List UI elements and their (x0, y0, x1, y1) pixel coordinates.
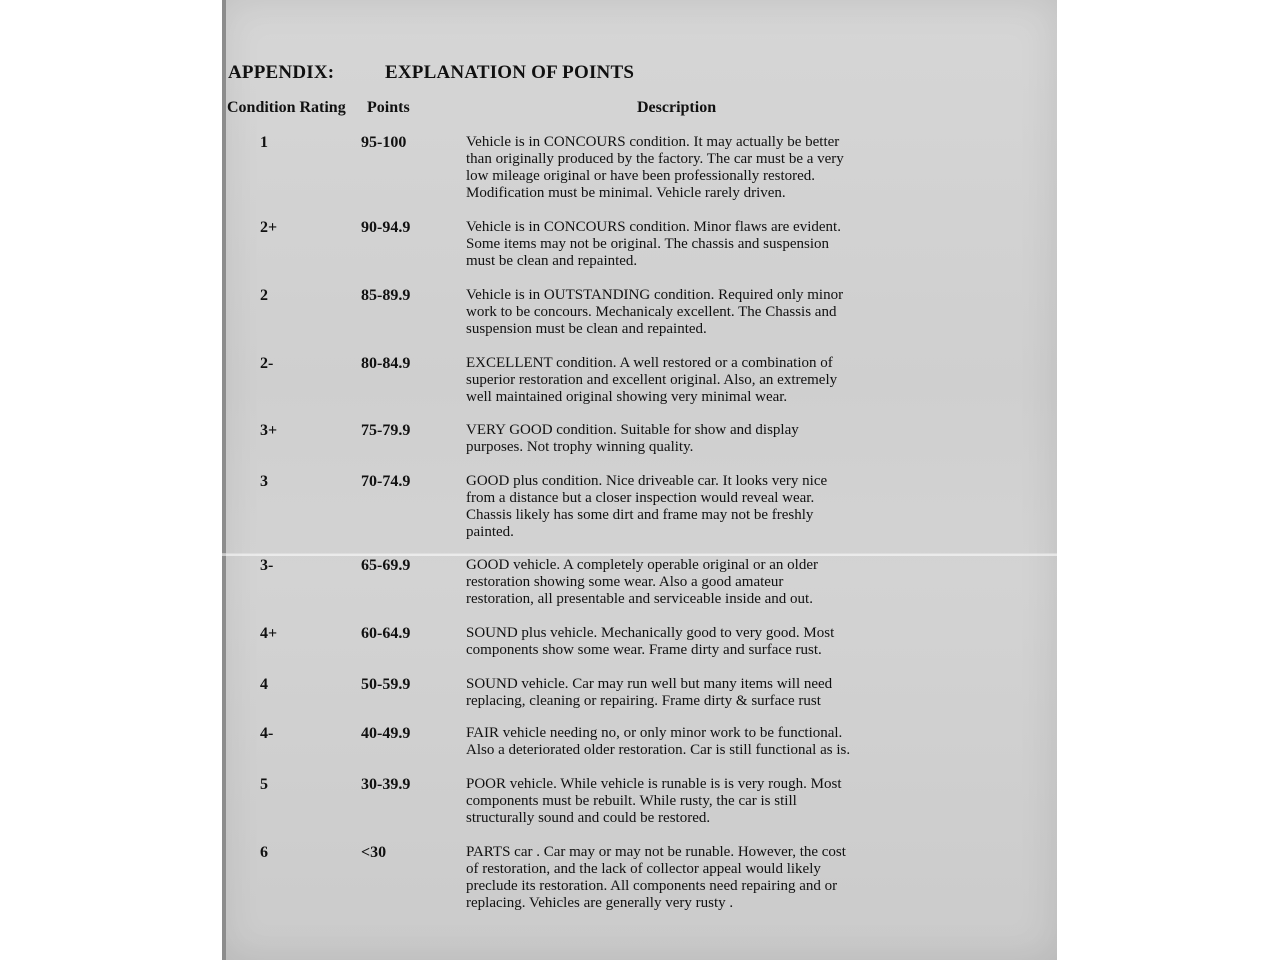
row-description: VERY GOOD condition. Suitable for show and display purposes. Not trophy winning quality. (466, 422, 799, 455)
condition-rating: 4 (260, 676, 268, 693)
points-range: 90-94.9 (361, 219, 411, 236)
points-range: <30 (361, 844, 387, 861)
points-range: 65-69.9 (361, 557, 411, 574)
header-condition-rating: Condition Rating (227, 99, 346, 116)
row-description: Vehicle is in OUTSTANDING condition. Required only minor work to be concours. Mechanicaly excellent. The Chassis and suspension must be clean and repainted. (466, 287, 844, 337)
condition-rating: 3+ (260, 422, 278, 439)
condition-rating: 4- (260, 725, 274, 742)
scanned-page (222, 0, 1057, 960)
appendix-label: APPENDIX: (228, 62, 335, 83)
row-description: FAIR vehicle needing no, or only minor work to be functional. Also a deteriorated older restoration. Car is still functional as is. (466, 725, 851, 758)
condition-rating: 4+ (260, 625, 278, 642)
points-range: 75-79.9 (361, 422, 411, 439)
points-range: 85-89.9 (361, 287, 411, 304)
condition-rating: 1 (260, 134, 268, 151)
row-description: SOUND plus vehicle. Mechanically good to very good. Most components show some wear. Frame dirty and surface rust. (466, 625, 835, 658)
points-range: 70-74.9 (361, 473, 411, 490)
condition-rating: 2 (260, 287, 268, 304)
points-range: 95-100 (361, 134, 407, 151)
page-edge (222, 0, 226, 960)
page-title: EXPLANATION OF POINTS (385, 62, 635, 83)
row-description: GOOD vehicle. A completely operable original or an older restoration showing some wear. Also a good amateur restoration, all presentable and serviceable inside and out. (466, 557, 818, 607)
points-range: 30-39.9 (361, 776, 411, 793)
header-description: Description (637, 99, 717, 116)
condition-rating: 2- (260, 355, 274, 372)
condition-rating: 3- (260, 557, 274, 574)
points-range: 50-59.9 (361, 676, 411, 693)
row-description: POOR vehicle. While vehicle is runable is is very rough. Most components must be rebuilt. While rusty, the car is still structurally sound and could be restored. (466, 776, 842, 826)
row-description: Vehicle is in CONCOURS condition. Minor flaws are evident. Some items may not be original. The chassis and suspension must be clean and repainted. (466, 219, 841, 269)
row-description: GOOD plus condition. Nice driveable car. It looks very nice from a distance but a closer inspection would reveal wear. Chassis likely has some dirt and frame may not be freshly painted. (466, 473, 828, 540)
row-description: Vehicle is in CONCOURS condition. It may actually be better than originally produced by the factory. The car must be a very low mileage original or have been professionally restored. Modification must be minimal. Vehicle rarely driven. (466, 134, 844, 201)
condition-rating: 3 (260, 473, 268, 490)
condition-rating: 2+ (260, 219, 278, 236)
row-description: PARTS car . Car may or may not be runable. However, the cost of restoration, and the lack of collector appeal would likely preclude its restoration. All components need repairing and or replacing. Vehicles are generally very rusty . (466, 844, 846, 911)
points-range: 80-84.9 (361, 355, 411, 372)
row-description: SOUND vehicle. Car may run well but many items will need replacing, cleaning or repairing. Frame dirty & surface rust (466, 676, 833, 709)
row-description: EXCELLENT condition. A well restored or a combination of superior restoration and excellent original. Also, an extremely well maintained original showing very minimal wear. (466, 355, 838, 405)
header-points: Points (367, 99, 410, 116)
points-range: 60-64.9 (361, 625, 411, 642)
points-range: 40-49.9 (361, 725, 411, 742)
condition-rating: 6 (260, 844, 268, 861)
condition-rating: 5 (260, 776, 268, 793)
paper-fold-line (222, 553, 1057, 556)
